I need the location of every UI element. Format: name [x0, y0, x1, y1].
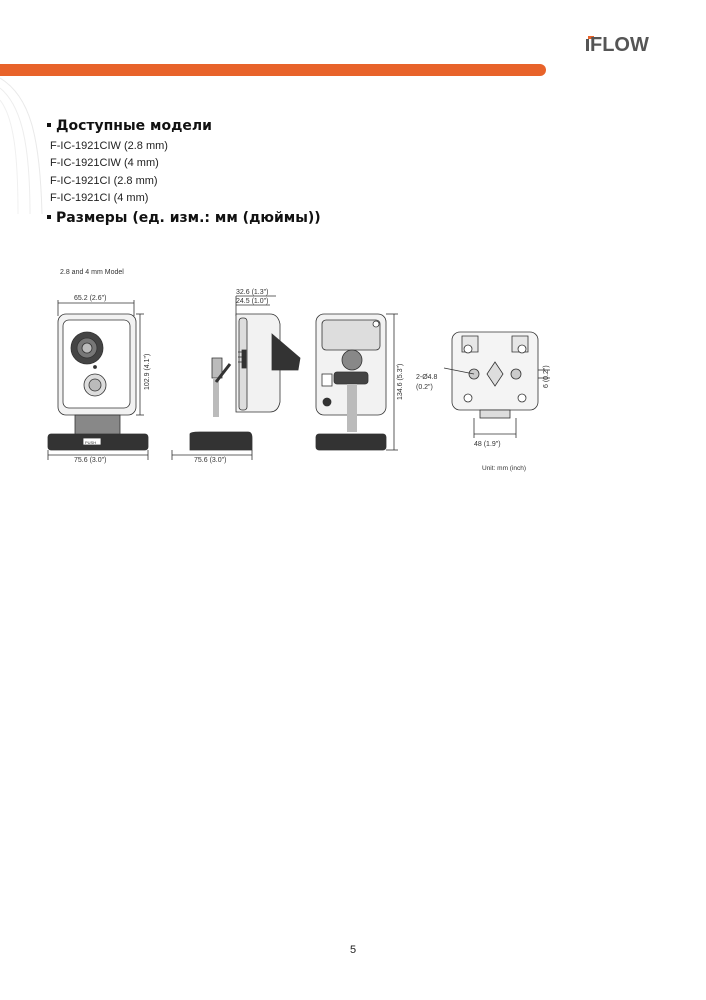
front-width-label: 65.2 (2.6"): [74, 295, 107, 302]
model-list: [50, 140, 168, 209]
list-item: F-IC-1921CI (4 mm): [50, 191, 149, 204]
back-height-label: 134.6 (5.3"): [397, 363, 404, 400]
front-base-width-label: 75.6 (3.0"): [74, 457, 107, 464]
model-caption: 2.8 and 4 mm Model: [60, 269, 124, 276]
header-accent-bar: [0, 64, 546, 76]
logo-text: FLOW: [590, 34, 649, 56]
list-item: F-IC-1921CIW (2.8 mm): [50, 140, 168, 152]
list-item: F-IC-1921CIW (4 mm): [50, 157, 159, 170]
hole-label-line1: 2-Ø4.8: [416, 374, 438, 381]
flow-logo: [586, 30, 674, 56]
side-depth-inner-label: 24.5 (1.0"): [236, 298, 269, 305]
front-view: [48, 295, 151, 464]
page-number: 5: [349, 944, 357, 956]
hole-offset-label: 6 (0.2"): [543, 365, 550, 388]
back-view: [316, 314, 404, 450]
dimension-drawing: [40, 262, 550, 477]
side-base-width-label: 75.6 (3.0"): [194, 457, 227, 464]
dimensions-heading: Размеры (ед. изм.: мм (дюймы)): [47, 210, 321, 226]
base-button-label: PUSH: [85, 440, 97, 445]
bullet-icon: [47, 215, 51, 219]
side-depth-outer-label: 32.6 (1.3"): [236, 289, 269, 296]
hole-label-line2: (0.2"): [416, 384, 433, 391]
list-item: F-IC-1921CI (2.8 mm): [50, 174, 158, 187]
hole-spacing-label: 48 (1.9"): [474, 441, 501, 448]
units-note: Unit: mm (inch): [482, 465, 527, 472]
bullet-icon: [47, 123, 51, 127]
base-view: [416, 332, 550, 472]
side-view: [172, 289, 300, 464]
available-models-heading: Доступные модели: [47, 118, 212, 134]
front-height-label: 102.9 (4.1"): [144, 353, 151, 390]
